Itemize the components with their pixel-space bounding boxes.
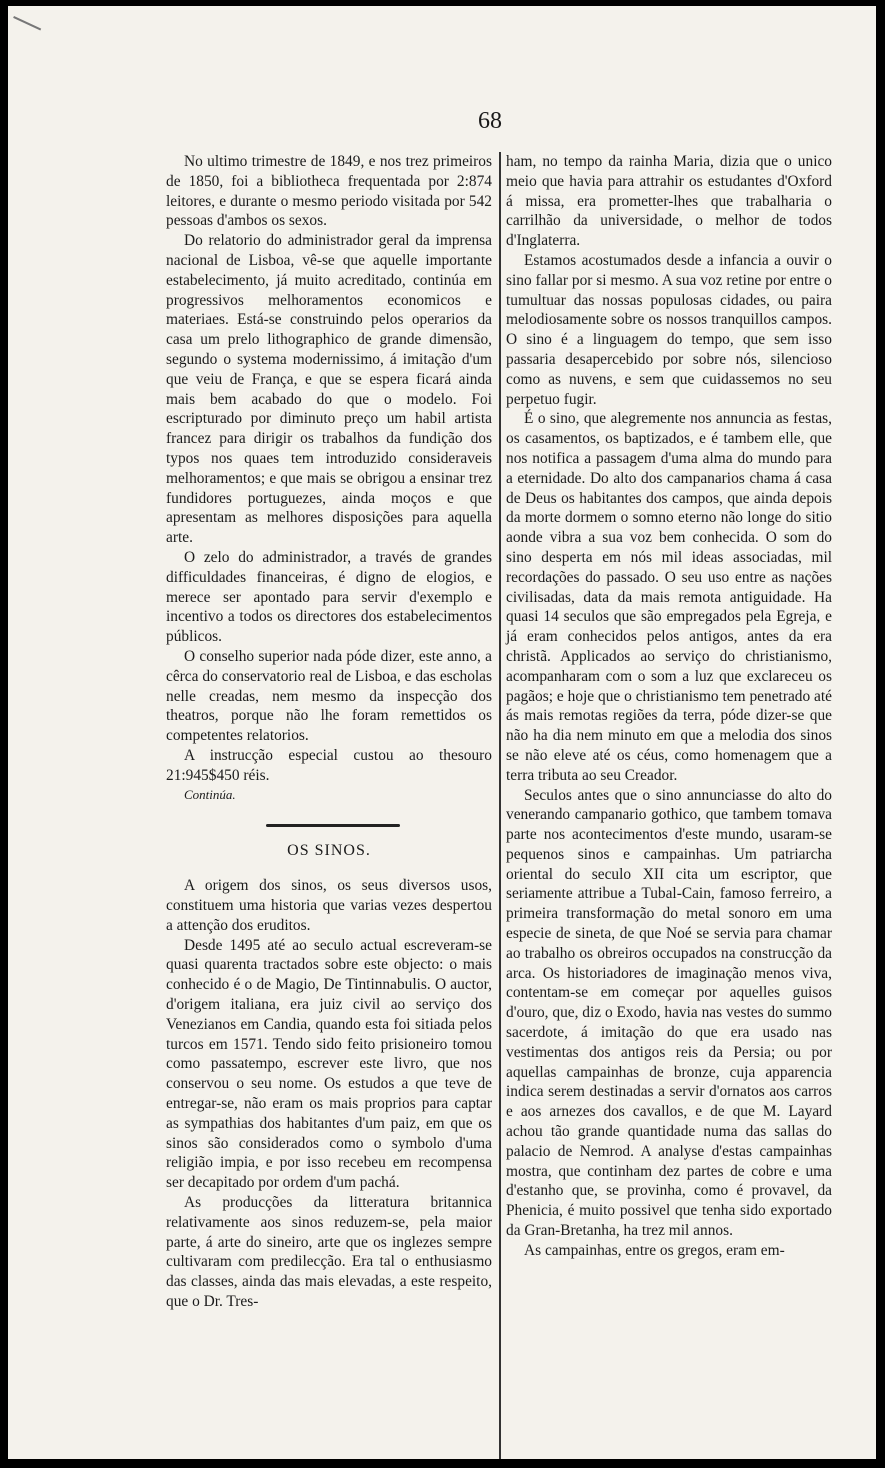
left-paragraph-7: Desde 1495 até ao seculo actual escreveram-se quasi quarenta tractados sobre este objecto: o mais conhecido é o de Magio, De Tintinnabulis. O auctor, d'origem italiana, era juiz civil ao serviço dos Venezianos em Candia, quando esta foi sitiada pelos turcos em 1571. Tendo sido feito prisioneiro tomou como passatempo, escrever este livro, que nos conservou o seu nome. Os estudos a que teve de entregar-se, não eram os mais proprios para captar as sympathias dos habitantes d'um paiz, em que os sinos são considerados como o symbolo d'uma religião impia, e por isso recebeu em recompensa ser decapitado por ordem d'um pachá. (166, 936, 492, 1192)
left-paragraph-2: Do relatorio do administrador geral da imprensa nacional de Lisboa, vê-se que aquelle importante estabelecimento, já muito acreditado, continúa em progressivos melhoramentos economicos e materiaes. Está-se construindo pelos operarios da casa um prelo lithographico de grande dimensão, segundo o systema modernissimo, á imitação d'um que veiu de França, e que se espera ficará ainda mais bem acabado do que o modelo. Foi escripturado por diminuto preço um habil artista francez para dirigir os trabalhos da fundição dos typos nos quaes tem introduzido consideraveis melhoramentos; e que mais se obrigou a ensinar trez fundidores portuguezes, ainda moços e que apresentam as melhores disposições para aquella arte. (166, 232, 492, 547)
right-paragraph-4: Seculos antes que o sino annunciasse do alto do venerando campanario gothico, que tambem tomava parte nos acontecimentos d'este mundo, usaram-se pequenos sinos e campainhas. Um patriarcha oriental do seculo XII cita um escriptor, que seriamente attribue a Tubal-Cain, famoso ferreiro, a primeira transformação do metal sonoro em uma especie de sineta, de que Noé se servia para chamar ao trabalho os obreiros occupados na construcção da arca. Os historiadores de imaginação menos viva, contentam-se em começar por aquelles guisos d'ouro, que, diz o Exodo, havia nas vestes do summo sacerdote, á imitação do que era usado nas vestimentas dos antigos reis da Persia; ou por aquellas campainhas de bronze, cuja apparencia indica serem destinadas a servir d'ornatos aos carros e aos arnezes dos cavallos, e de que M. Layard achou tão grande quantidade numa das sallas do palacio de Nemrod. A analyse d'estas campainhas mostra, que continham dez partes de cobre e uma d'estanho que, se provinha, como é provavel, da Phenicia, é muito possivel que tenha sido exportado da Gran-Bretanha, ha trez mil annos. (506, 786, 832, 1240)
left-paragraph-6: A origem dos sinos, os seus diversos usos, constituem uma historia que varias vezes despertou a attenção dos eruditos. (166, 877, 492, 934)
page-number: 68 (478, 108, 502, 134)
left-paragraph-8: As producções da litteratura britannica relativamente aos sinos reduzem-se, pela maior parte, á arte do sineiro, arte que os inglezes sempre cultivaram com predilecção. Era tal o enthusiasmo das classes, ainda das mais elevadas, a este respeito, que o Dr. Tres- (166, 1194, 492, 1311)
left-paragraph-3: O zelo do administrador, a través de grandes difficuldades financeiras, é digno de elogios, e merece ser apontado para servir d'exemplo e incentivo a todos os directores dos estabelecimentos públicos. (166, 548, 492, 646)
right-paragraph-5: As campainhas, entre os gregos, eram em- (524, 1241, 785, 1259)
right-paragraph-1: ham, no tempo da rainha Maria, dizia que o unico meio que havia para attrahir os estudantes d'Oxford á missa, era prometter-lhes que trabalharia o carrilhão da universidade, o melhor de todos d'Inglaterra. (506, 153, 832, 250)
page-corner-mark (13, 16, 41, 30)
right-column (506, 152, 832, 1261)
left-paragraph-1: No ultimo trimestre de 1849, e nos trez primeiros de 1850, foi a bibliotheca frequentada por 2:874 leitores, e durante o mesmo periodo visitada por 542 pessoas d'ambos os sexos. (166, 153, 492, 230)
left-column (166, 152, 492, 1312)
right-paragraph-3: É o sino, que alegremente nos annuncia as festas, os casamentos, os baptizados, e é tambem elle, que nos notifica a passagem d'uma alma do mundo para a eternidade. Do alto dos campanarios chama á casa de Deus os habitantes dos campos, que ainda depois da morte dormem o somno eterno não longe do sitio aonde vibra a sua voz bem conhecida. O som do sino desperta em nós mil ideas associadas, mil recordações do passado. O seu uso entre as nações civilisadas, data da mais remota antiguidade. Ha quasi 14 seculos que são empregados pela Egreja, e já eram conhecidos pelos antigos, antes da era christã. Applicados ao serviço do christianismo, acompanharam com o som a luz que exclareceu os pagãos; e hoje que o christianismo tem penetrado até ás mais remotas regiões da terra, póde dizer-se que não ha dia nem minuto em que a melodia dos sinos se não eleve até os céus, como homenagem que a terra tributa ao seu Creador. (506, 410, 832, 784)
page (8, 6, 876, 1459)
section-title: OS SINOS. (287, 841, 371, 859)
section-divider (266, 824, 400, 827)
left-paragraph-4: O conselho superior nada póde dizer, este anno, a cêrca do conservatorio real de Lisboa, e das escholas nelle creadas, nem mesmo da inspecção dos theatros, porque não lhe foram remettidos os competentes relatorios. (166, 647, 492, 745)
left-paragraph-5: A instrucção especial custou ao thesouro 21:945$450 réis. (166, 746, 492, 784)
column-divider (499, 152, 501, 1459)
right-paragraph-2: Estamos acostumados desde a infancia a ouvir o sino fallar por si mesmo. A sua voz retine por entre o tumultuar das nossas populosas cidades, ou paira melodiosamente sobre os nossos tranquillos campos. O sino é a linguagem do tempo, que sem isso passaria desapercebido por sobre nós, silencioso como as nuvens, e sem que cuidassemos no seu perpetuo fugir. (506, 251, 832, 408)
continua-label: Continúa. (184, 786, 236, 802)
